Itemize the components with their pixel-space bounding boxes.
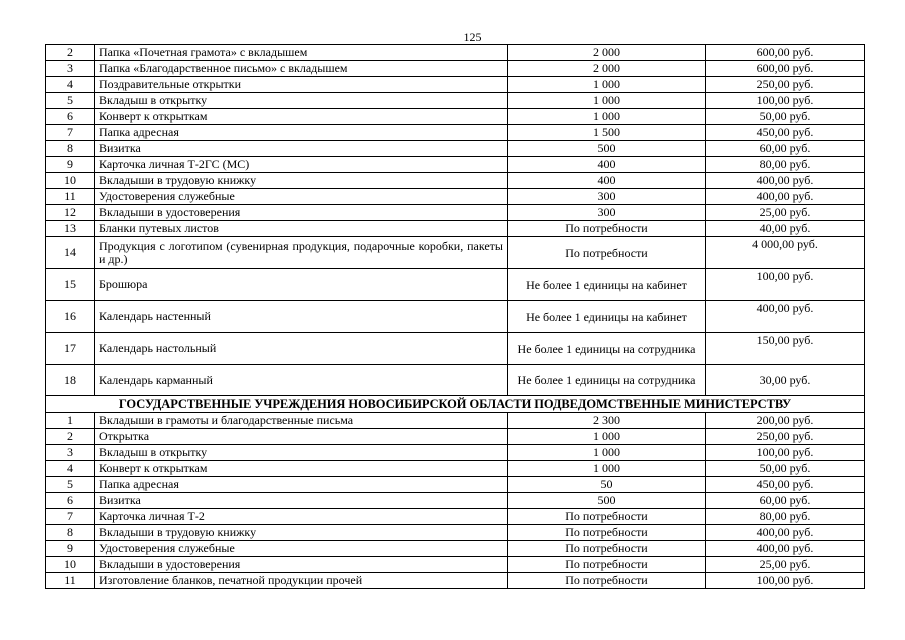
item-quantity: 1 500	[508, 125, 706, 141]
row-number: 4	[46, 461, 95, 477]
row-number: 16	[46, 301, 95, 333]
item-name: Продукция с логотипом (сувенирная продукция, подарочные коробки, пакеты и др.)	[95, 237, 508, 269]
item-name: Календарь настольный	[95, 333, 508, 365]
item-name: Визитка	[95, 141, 508, 157]
table-row	[46, 445, 865, 461]
row-number: 9	[46, 157, 95, 173]
item-price: 30,00 руб.	[706, 365, 865, 396]
item-quantity: По потребности	[508, 525, 706, 541]
item-price: 450,00 руб.	[706, 477, 865, 493]
item-quantity: Не более 1 единицы на кабинет	[508, 269, 706, 301]
page-number: 125	[463, 30, 482, 44]
item-quantity: По потребности	[508, 557, 706, 573]
item-price: 400,00 руб.	[706, 189, 865, 205]
item-quantity: 500	[508, 141, 706, 157]
item-price: 100,00 руб.	[706, 269, 865, 301]
row-number: 3	[46, 445, 95, 461]
row-number: 7	[46, 509, 95, 525]
table-row	[46, 301, 865, 333]
item-name: Календарь настенный	[95, 301, 508, 333]
item-name: Визитка	[95, 493, 508, 509]
table-row	[46, 61, 865, 77]
item-quantity: 1 000	[508, 429, 706, 445]
table-row	[46, 573, 865, 589]
row-number: 12	[46, 205, 95, 221]
section-heading-row	[46, 396, 865, 413]
item-quantity: 400	[508, 173, 706, 189]
item-name: Папка «Благодарственное письмо» с вкладышем	[95, 61, 508, 77]
table-row	[46, 237, 865, 269]
item-quantity: 1 000	[508, 461, 706, 477]
item-price: 600,00 руб.	[706, 45, 865, 61]
table-row	[46, 509, 865, 525]
item-price: 200,00 руб.	[706, 413, 865, 429]
row-number: 4	[46, 77, 95, 93]
item-name: Поздравительные открытки	[95, 77, 508, 93]
item-price: 400,00 руб.	[706, 541, 865, 557]
item-quantity: 1 000	[508, 445, 706, 461]
row-number: 6	[46, 493, 95, 509]
table-row	[46, 413, 865, 429]
item-quantity: По потребности	[508, 573, 706, 589]
table-row	[46, 333, 865, 365]
item-name: Папка адресная	[95, 125, 508, 141]
row-number: 1	[46, 413, 95, 429]
item-quantity: 1 000	[508, 93, 706, 109]
item-price: 450,00 руб.	[706, 125, 865, 141]
table-row	[46, 557, 865, 573]
item-price: 250,00 руб.	[706, 77, 865, 93]
row-number: 13	[46, 221, 95, 237]
item-quantity: 1 000	[508, 77, 706, 93]
item-name: Изготовление бланков, печатной продукции прочей	[95, 573, 508, 589]
item-price: 250,00 руб.	[706, 429, 865, 445]
row-number: 3	[46, 61, 95, 77]
item-quantity: 300	[508, 205, 706, 221]
item-price: 25,00 руб.	[706, 557, 865, 573]
table-row	[46, 141, 865, 157]
item-price: 80,00 руб.	[706, 509, 865, 525]
item-price: 60,00 руб.	[706, 141, 865, 157]
item-name: Удостоверения служебные	[95, 541, 508, 557]
item-price: 100,00 руб.	[706, 93, 865, 109]
table-row	[46, 493, 865, 509]
table-row	[46, 365, 865, 396]
table-row	[46, 125, 865, 141]
item-quantity: По потребности	[508, 237, 706, 269]
item-name: Бланки путевых листов	[95, 221, 508, 237]
item-quantity: 1 000	[508, 109, 706, 125]
row-number: 17	[46, 333, 95, 365]
item-name: Открытка	[95, 429, 508, 445]
item-name: Папка «Почетная грамота» с вкладышем	[95, 45, 508, 61]
item-name: Карточка личная Т-2ГС (МС)	[95, 157, 508, 173]
table-row	[46, 461, 865, 477]
row-number: 9	[46, 541, 95, 557]
item-quantity: 500	[508, 493, 706, 509]
table-row	[46, 45, 865, 61]
table-row	[46, 93, 865, 109]
table-body-part2	[46, 413, 865, 589]
item-name: Вкладыши в удостоверения	[95, 557, 508, 573]
item-quantity: 300	[508, 189, 706, 205]
item-price: 400,00 руб.	[706, 173, 865, 189]
item-price: 50,00 руб.	[706, 461, 865, 477]
table-row	[46, 109, 865, 125]
item-quantity: По потребности	[508, 541, 706, 557]
item-quantity: Не более 1 единицы на сотрудника	[508, 333, 706, 365]
row-number: 15	[46, 269, 95, 301]
item-price: 400,00 руб.	[706, 301, 865, 333]
item-price: 50,00 руб.	[706, 109, 865, 125]
item-price: 40,00 руб.	[706, 221, 865, 237]
item-price: 80,00 руб.	[706, 157, 865, 173]
item-price: 25,00 руб.	[706, 205, 865, 221]
table-row	[46, 205, 865, 221]
item-price: 600,00 руб.	[706, 61, 865, 77]
table-row	[46, 221, 865, 237]
row-number: 2	[46, 429, 95, 445]
table-row	[46, 269, 865, 301]
item-name: Удостоверения служебные	[95, 189, 508, 205]
section-heading-group	[46, 396, 865, 413]
table-row	[46, 525, 865, 541]
item-quantity: 2 000	[508, 61, 706, 77]
item-name: Вкладыши в трудовую книжку	[95, 525, 508, 541]
row-number: 11	[46, 189, 95, 205]
row-number: 8	[46, 141, 95, 157]
row-number: 5	[46, 477, 95, 493]
item-quantity: Не более 1 единицы на кабинет	[508, 301, 706, 333]
item-quantity: 2 300	[508, 413, 706, 429]
item-price: 400,00 руб.	[706, 525, 865, 541]
section-heading: ГОСУДАРСТВЕННЫЕ УЧРЕЖДЕНИЯ НОВОСИБИРСКОЙ ОБЛАСТИ ПОДВЕДОМСТВЕННЫЕ МИНИСТЕРСТВУ	[46, 396, 865, 413]
item-name: Конверт к открыткам	[95, 461, 508, 477]
table-row	[46, 477, 865, 493]
item-name: Вкладыши в грамоты и благодарственные письма	[95, 413, 508, 429]
item-name: Брошюра	[95, 269, 508, 301]
table-body-part1	[46, 45, 865, 396]
row-number: 2	[46, 45, 95, 61]
row-number: 6	[46, 109, 95, 125]
row-number: 10	[46, 173, 95, 189]
item-name: Карточка личная Т-2	[95, 509, 508, 525]
item-name: Вкладыш в открытку	[95, 93, 508, 109]
row-number: 10	[46, 557, 95, 573]
item-quantity: 400	[508, 157, 706, 173]
table-row	[46, 157, 865, 173]
item-name: Папка адресная	[95, 477, 508, 493]
item-quantity: По потребности	[508, 221, 706, 237]
item-name: Вкладыш в открытку	[95, 445, 508, 461]
row-number: 5	[46, 93, 95, 109]
item-name: Конверт к открыткам	[95, 109, 508, 125]
row-number: 8	[46, 525, 95, 541]
item-price: 150,00 руб.	[706, 333, 865, 365]
item-name: Вкладыши в удостоверения	[95, 205, 508, 221]
item-quantity: Не более 1 единицы на сотрудника	[508, 365, 706, 396]
item-price: 60,00 руб.	[706, 493, 865, 509]
item-price: 100,00 руб.	[706, 445, 865, 461]
table-row	[46, 173, 865, 189]
table-row	[46, 189, 865, 205]
table-row	[46, 77, 865, 93]
item-quantity: 2 000	[508, 45, 706, 61]
table-row	[46, 429, 865, 445]
item-name: Календарь карманный	[95, 365, 508, 396]
item-quantity: По потребности	[508, 509, 706, 525]
row-number: 18	[46, 365, 95, 396]
row-number: 7	[46, 125, 95, 141]
price-norms-table	[45, 44, 865, 589]
item-quantity: 50	[508, 477, 706, 493]
item-price: 4 000,00 руб.	[706, 237, 865, 269]
item-price: 100,00 руб.	[706, 573, 865, 589]
row-number: 11	[46, 573, 95, 589]
item-name: Вкладыши в трудовую книжку	[95, 173, 508, 189]
table-row	[46, 541, 865, 557]
row-number: 14	[46, 237, 95, 269]
